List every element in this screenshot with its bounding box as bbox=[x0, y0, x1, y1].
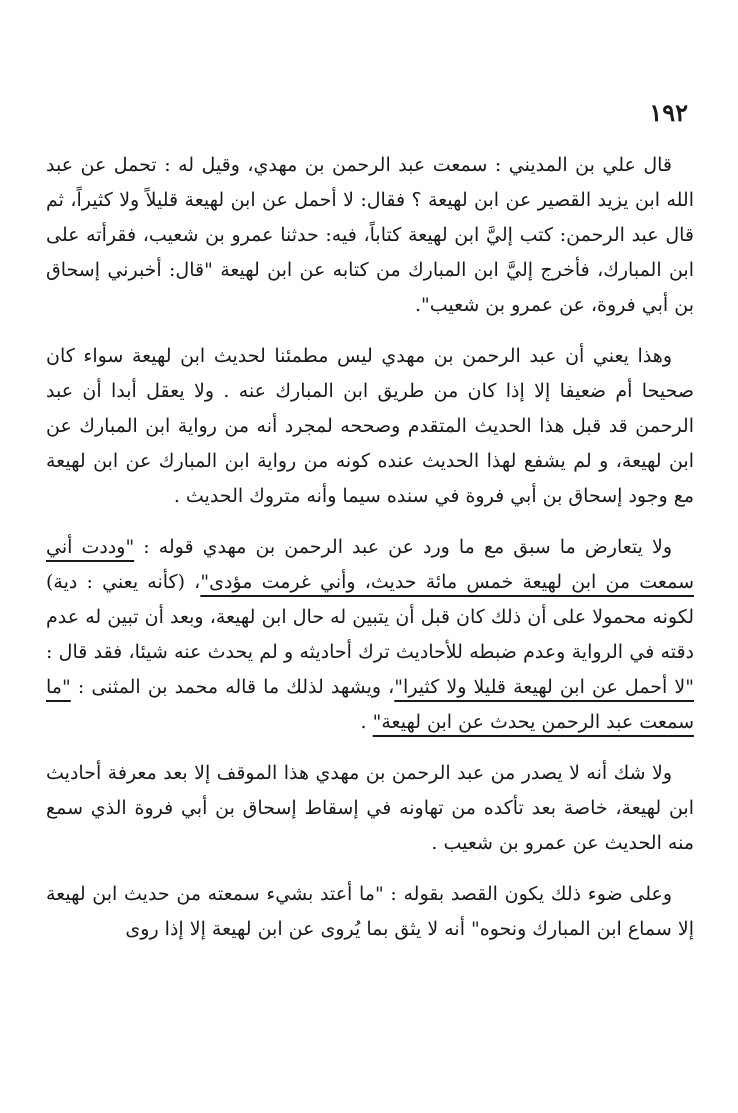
underlined-quote-3: "ما سمعت عبد الرحمن يحدث عن ابن لهيعة" bbox=[46, 676, 694, 733]
underlined-quote-1: "وددت أني سمعت من ابن لهيعة خمس مائة حديث، وأني غرمت مؤدى" bbox=[46, 536, 694, 593]
paragraph-3-text-b: ، (كأنه يعني : دية) لكونه محمولا على أن ذلك كان قبل أن يتبين له حال ابن لهيعة، وبعد أن تبين له عدم دقته في الرواية وعدم ضبطه للأحاديث ترك أحاديثه و لم يحدث عنه شيئا، فقد قال : bbox=[46, 571, 694, 663]
paragraph-3 bbox=[46, 530, 694, 740]
paragraph-2 bbox=[46, 339, 694, 514]
paragraph-4 bbox=[46, 756, 694, 861]
paragraph-3-text-a: ولا يتعارض ما سبق مع ما ورد عن عبد الرحمن بن مهدي قوله : bbox=[134, 536, 672, 558]
paragraph-5-text: وعلى ضوء ذلك يكون القصد بقوله : "ما أعتد بشيء سمعته من حديث ابن لهيعة إلا سماع ابن المبارك ونحوه" أنه لا يثق بما يُروى عن ابن لهيعة إلا إذا روى bbox=[46, 883, 694, 940]
paragraph-4-text: ولا شك أنه لا يصدر من عبد الرحمن بن مهدي هذا الموقف إلا بعد معرفة أحاديث ابن لهيعة، خاصة بعد تأكده من تهاونه في إسقاط إسحاق بن أبي فروة الذي سمع منه الحديث عن عمرو بن شعيب . bbox=[46, 762, 694, 854]
paragraph-5 bbox=[46, 877, 694, 947]
paragraph-1 bbox=[46, 148, 694, 323]
paragraph-3-text-d: . bbox=[360, 711, 373, 733]
paragraph-2-text: وهذا يعني أن عبد الرحمن بن مهدي ليس مطمئنا لحديث ابن لهيعة سواء كان صحيحا أم ضعيفا إلا إذا كان من طريق ابن المبارك عنه . ولا يعقل أبدا أن عبد الرحمن قد قبل هذا الحديث المتقدم وصححه لمجرد أنه من رواية ابن المبارك عن ابن لهيعة، و لم يشفع لهذا الحديث عنده كونه من رواية ابن المبارك عن ابن لهيعة مع وجود إسحاق بن أبي فروة في سنده سيما وأنه متروك الحديث . bbox=[46, 345, 694, 507]
paragraph-1-text: قال علي بن المديني : سمعت عبد الرحمن بن مهدي، وقيل له : تحمل عن عبد الله ابن يزيد القصير عن ابن لهيعة ؟ فقال: لا أحمل عن ابن لهيعة قليلاً ولا كثيراً، ثم قال عبد الرحمن: كتب إليَّ ابن لهيعة كتاباً، فيه: حدثنا عمرو بن شعيب، فقرأته على ابن المبارك، فأخرج إليَّ ابن المبارك من كتابه عن ابن لهيعة "قال: أخبرني إسحاق بن أبي فروة، عن عمرو بن شعيب". bbox=[46, 154, 694, 316]
underlined-quote-2: "لا أحمل عن ابن لهيعة قليلا ولا كثيرا" bbox=[394, 676, 694, 698]
page-number: ١٩٢ bbox=[649, 98, 688, 127]
paragraph-3-text-c: ، ويشهد لذلك ما قاله محمد بن المثنى : bbox=[70, 676, 395, 698]
body-text bbox=[46, 148, 694, 961]
